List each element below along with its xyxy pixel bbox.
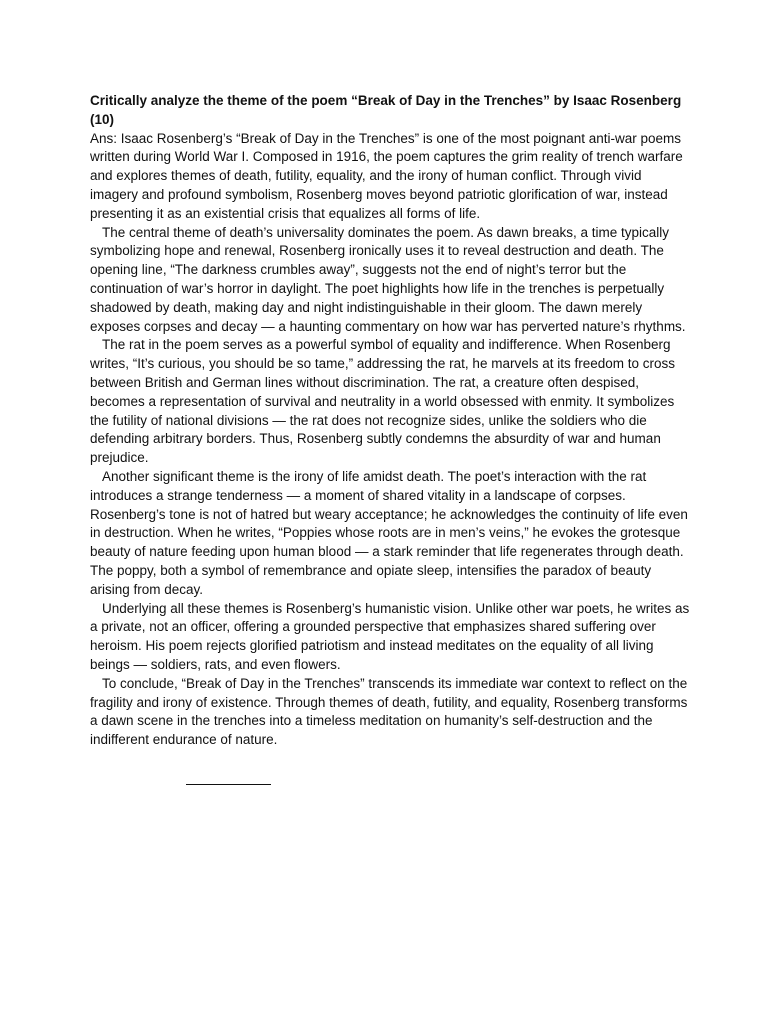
question-heading: Critically analyze the theme of the poem “Break of Day in the Trenches” by Isaac Rosenberg (10) xyxy=(90,93,682,127)
answer-intro-paragraph: Ans: Isaac Rosenberg’s “Break of Day in the Trenches” is one of the most poignant anti-war poems written during World War I. Composed in 1916, the poem captures the grim reality of trench warfare and explores themes of death, futility, equality, and the irony of human conflict. Through vivid imagery and profound symbolism, Rosenberg moves beyond patriotic glorification of war, instead presenting it as an existential crisis that equalizes all forms of life. xyxy=(90,130,683,221)
end-divider-line xyxy=(186,784,271,785)
paragraph-humanistic-vision: Underlying all these themes is Rosenberg’s humanistic vision. Unlike other war poets, he writes as a private, not an officer, offering a grounded perspective that emphasizes shared suffering over heroism. His poem rejects glorified patriotism and instead meditates on the equality of all living beings — soldiers, rats, and even flowers. xyxy=(90,600,690,672)
paragraph-death-universality: The central theme of death’s universality dominates the poem. As dawn breaks, a time typically symbolizing hope and renewal, Rosenberg ironically uses it to reveal destruction and death. The opening line, “The darkness crumbles away”, suggests not the end of night’s terror but the continuation of war’s horror in daylight. The poet highlights how life in the trenches is perpetually shadowed by death, making day and night indistinguishable in their gloom. The dawn merely exposes corpses and decay — a haunting commentary on how war has perverted nature’s rhythms. xyxy=(90,224,686,334)
document-body xyxy=(90,92,690,750)
paragraph-rat-symbol: The rat in the poem serves as a powerful symbol of equality and indifference. When Rosenberg writes, “It’s curious, you should be so tame,” addressing the rat, he marvels at its freedom to cross between British and German lines without discrimination. The rat, a creature often despised, becomes a representation of survival and neutrality in a world obsessed with enmity. It symbolizes the futility of national divisions — the rat does not recognize sides, unlike the soldiers who die defending arbitrary borders. Thus, Rosenberg subtly condemns the absurdity of war and human prejudice. xyxy=(90,337,676,466)
paragraph-conclusion: To conclude, “Break of Day in the Trenches” transcends its immediate war context to reflect on the fragility and irony of existence. Through themes of death, futility, and equality, Rosenberg transforms a dawn scene in the trenches into a timeless meditation on humanity’s self-destruction and the indifferent endurance of nature. xyxy=(90,675,688,748)
paragraph-irony-life: Another significant theme is the irony of life amidst death. The poet’s interaction with the rat introduces a strange tenderness — a moment of shared vitality in a landscape of corpses. Rosenberg’s tone is not of hatred but weary acceptance; he acknowledges the continuity of life even in destruction. When he writes, “Poppies whose roots are in men’s veins,” he evokes the grotesque beauty of nature feeding upon human blood — a stark reminder that life regenerates through death. The poppy, both a symbol of remembrance and opiate sleep, intensifies the paradox of beauty arising from decay. xyxy=(90,468,688,597)
